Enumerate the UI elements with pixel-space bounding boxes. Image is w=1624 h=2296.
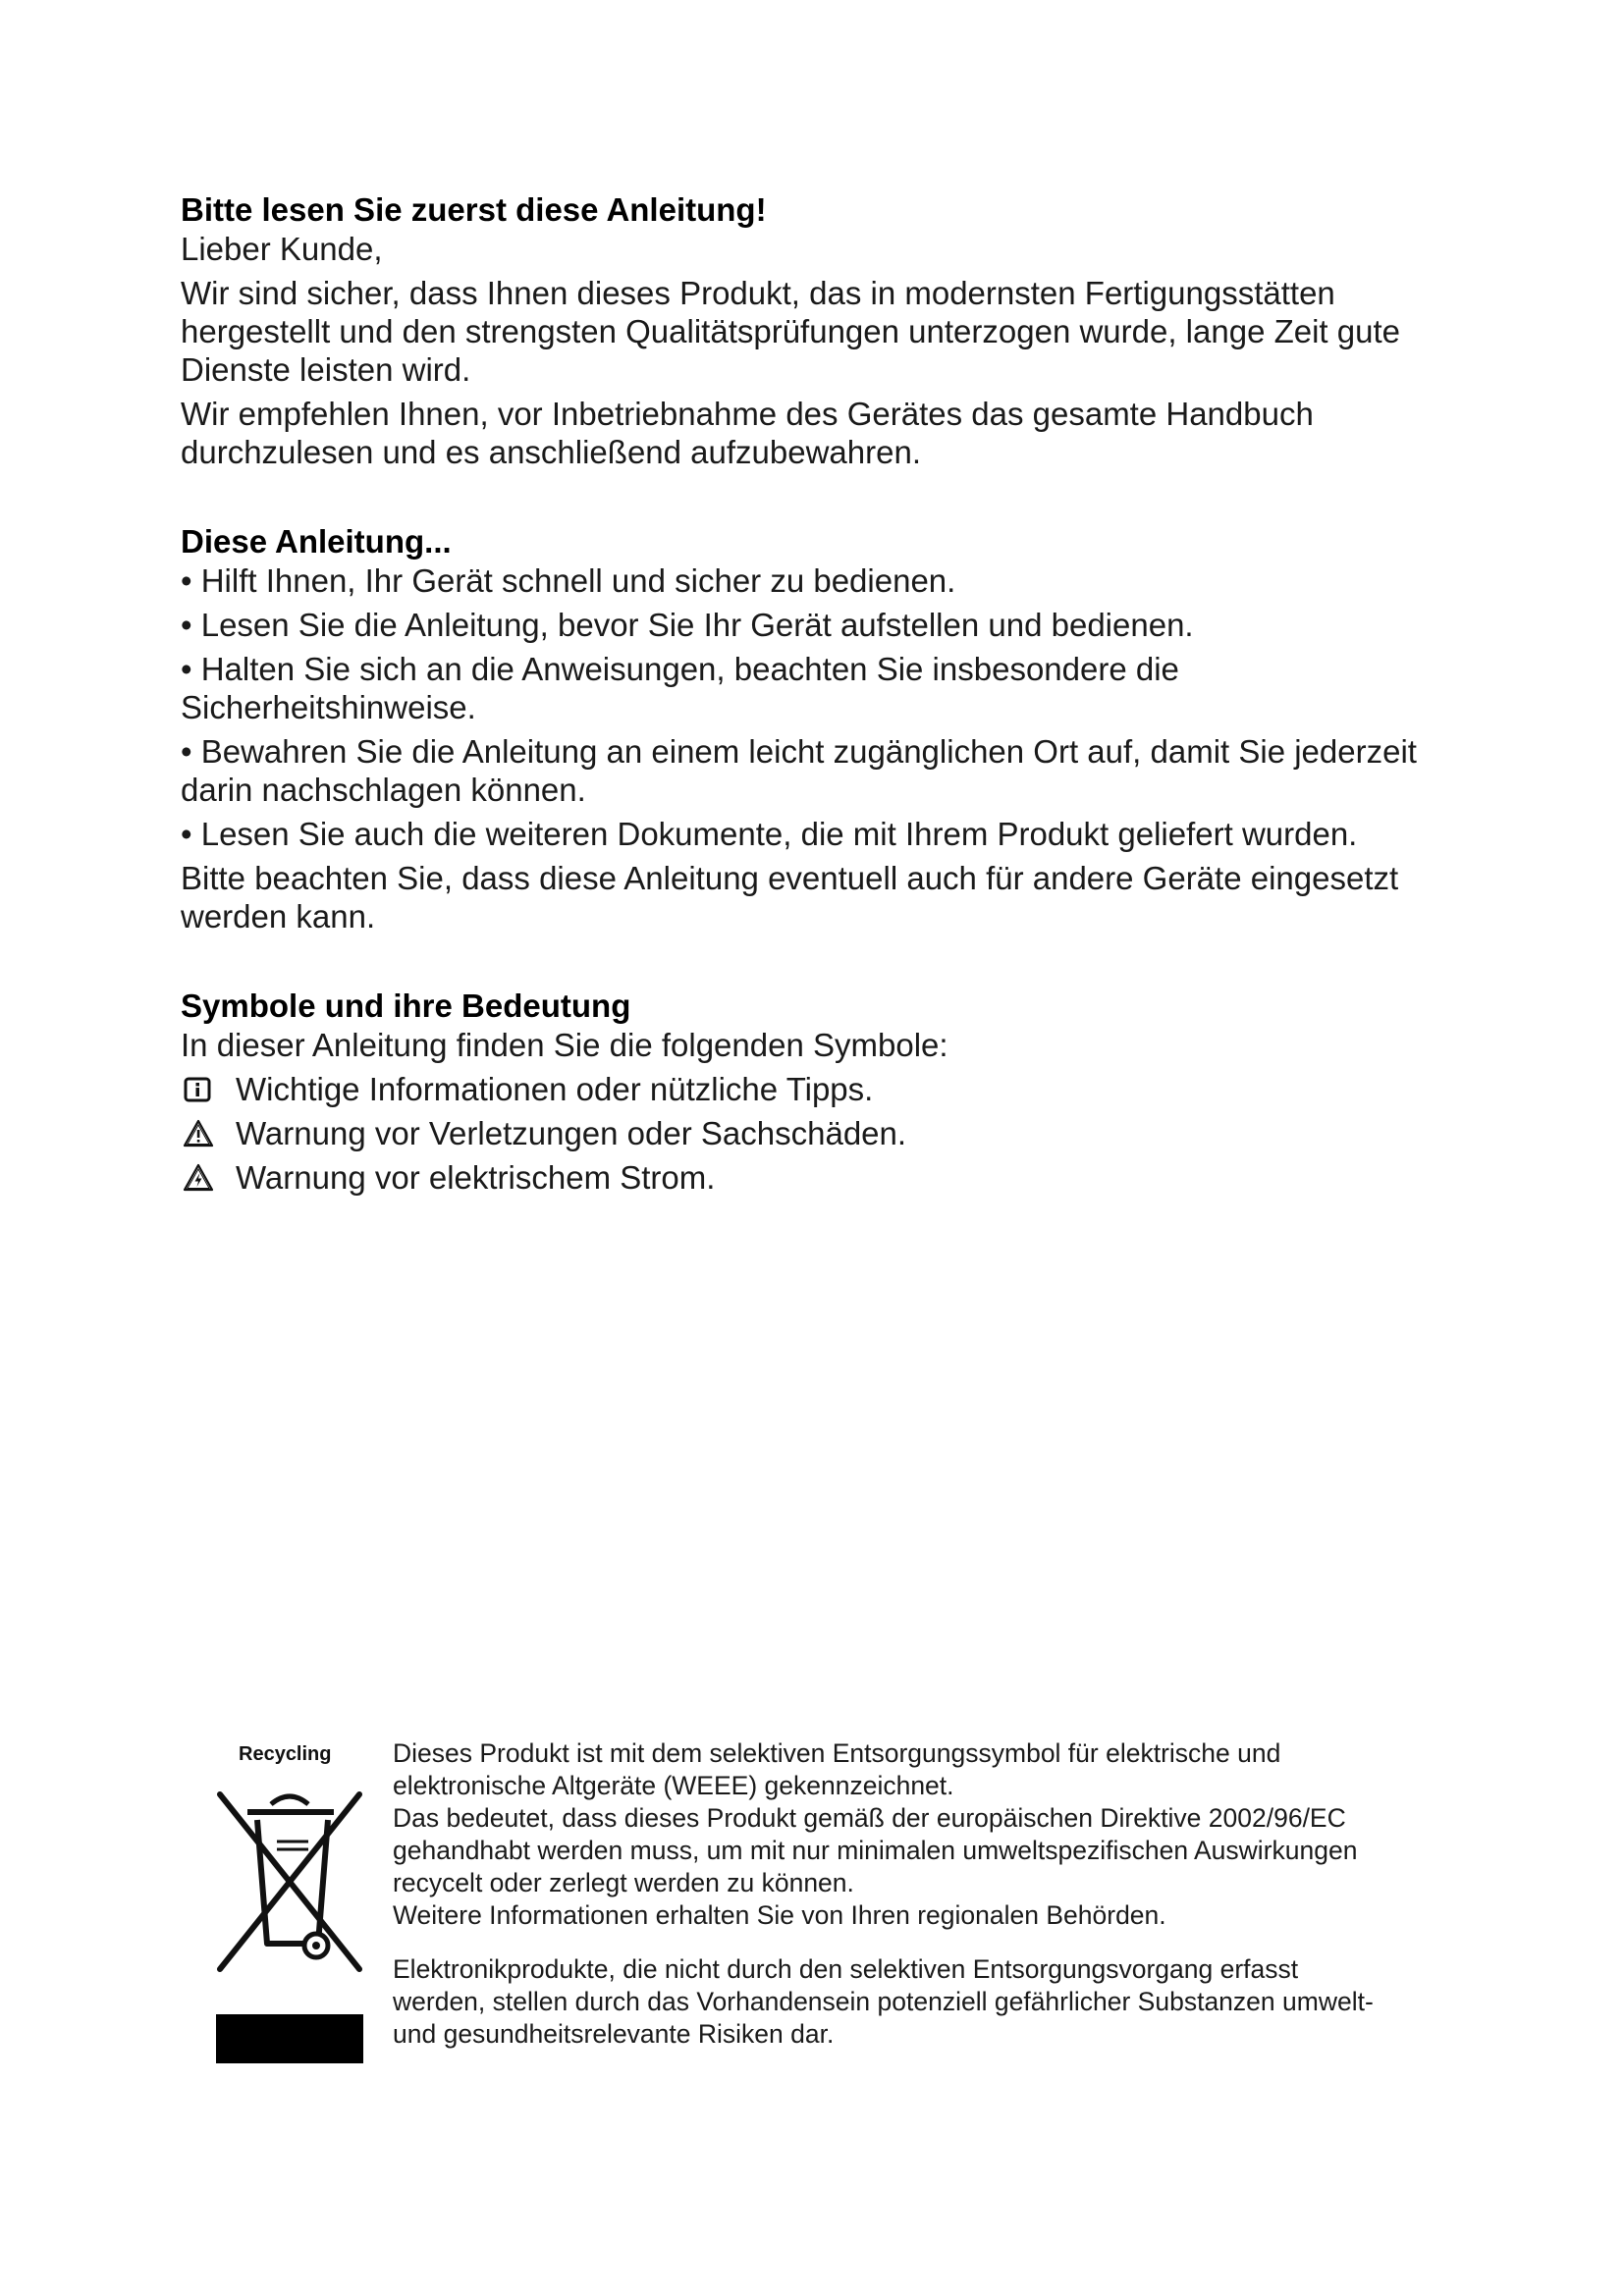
intro-salutation: Lieber Kunde, [181, 231, 383, 267]
intro-section [181, 190, 1457, 471]
guide-bullet: • Halten Sie sich an die Anweisungen, beachten Sie insbesondere die Sicherheitshinweise. [181, 651, 1179, 725]
electric-warning-icon [183, 1163, 214, 1193]
intro-heading: Bitte lesen Sie zuerst diese Anleitung! [181, 191, 767, 228]
weee-black-bar [216, 2014, 363, 2063]
recycling-label: Recycling [239, 1743, 332, 1765]
symbol-item-electric-warning [181, 1158, 1457, 1197]
recycling-text [393, 1737, 1384, 2051]
intro-paragraph-2: Wir empfehlen Ihnen, vor Inbetriebnahme des Gerätes das gesamte Handbuch durchzulesen und es anschließend aufzubewahren. [181, 396, 1314, 470]
symbol-electric-warning-text: Warnung vor elektrischem Strom. [236, 1159, 716, 1196]
symbols-heading: Symbole und ihre Bedeutung [181, 988, 631, 1024]
guide-heading: Diese Anleitung... [181, 523, 452, 560]
recycling-block [214, 1737, 1392, 2071]
guide-bullet: • Lesen Sie auch die weiteren Dokumente, die mit Ihrem Produkt geliefert wurden. [181, 816, 1358, 852]
intro-paragraph-1: Wir sind sicher, dass Ihnen dieses Produkt, das in modernsten Fertigungsstätten hergestellt und den strengsten Qualitätsprüfungen unterzogen wurde, lange Zeit gute Dienste leisten wird. [181, 275, 1400, 388]
recycling-paragraph-1: Dieses Produkt ist mit dem selektiven Entsorgungssymbol für elektrische und elektronische Altgeräte (WEEE) gekennzeichnet. [393, 1738, 1281, 1800]
guide-bullet: • Hilft Ihnen, Ihr Gerät schnell und sicher zu bedienen. [181, 562, 956, 599]
recycling-paragraph-4: Elektronikprodukte, die nicht durch den selektiven Entsorgungsvorgang erfasst werden, stellen durch das Vorhandensein potenziell gefährlicher Substanzen umwelt- und gesundheitsrelevante Risiken dar. [393, 1954, 1374, 2049]
main-content [181, 190, 1457, 1197]
symbol-warning-text: Warnung vor Verletzungen oder Sachschäden. [236, 1115, 907, 1151]
info-icon [183, 1075, 214, 1104]
symbols-intro: In dieser Anleitung finden Sie die folgenden Symbole: [181, 1027, 948, 1063]
guide-section [181, 522, 1457, 935]
symbol-info-text: Wichtige Informationen oder nützliche Tipps. [236, 1071, 874, 1107]
symbols-section [181, 987, 1457, 1197]
symbol-item-info [181, 1070, 1457, 1108]
recycling-paragraph-3: Weitere Informationen erhalten Sie von Ihren regionalen Behörden. [393, 1900, 1166, 1930]
guide-bullet: • Lesen Sie die Anleitung, bevor Sie Ihr Gerät aufstellen und bedienen. [181, 607, 1194, 643]
guide-note: Bitte beachten Sie, dass diese Anleitung eventuell auch für andere Geräte eingesetzt werden kann. [181, 860, 1399, 934]
symbol-item-warning [181, 1114, 1457, 1152]
guide-bullet: • Bewahren Sie die Anleitung an einem leicht zugänglichen Ort auf, damit Sie jederzeit darin nachschlagen können. [181, 733, 1417, 808]
crossed-bin-icon [214, 1777, 365, 1991]
warning-icon [183, 1119, 214, 1148]
recycling-paragraph-2: Das bedeutet, dass dieses Produkt gemäß der europäischen Direktive 2002/96/EC gehandhabt werden muss, um mit nur minimalen umweltspezifischen Auswirkungen recycelt oder zerlegt werden zu können. [393, 1803, 1358, 1897]
